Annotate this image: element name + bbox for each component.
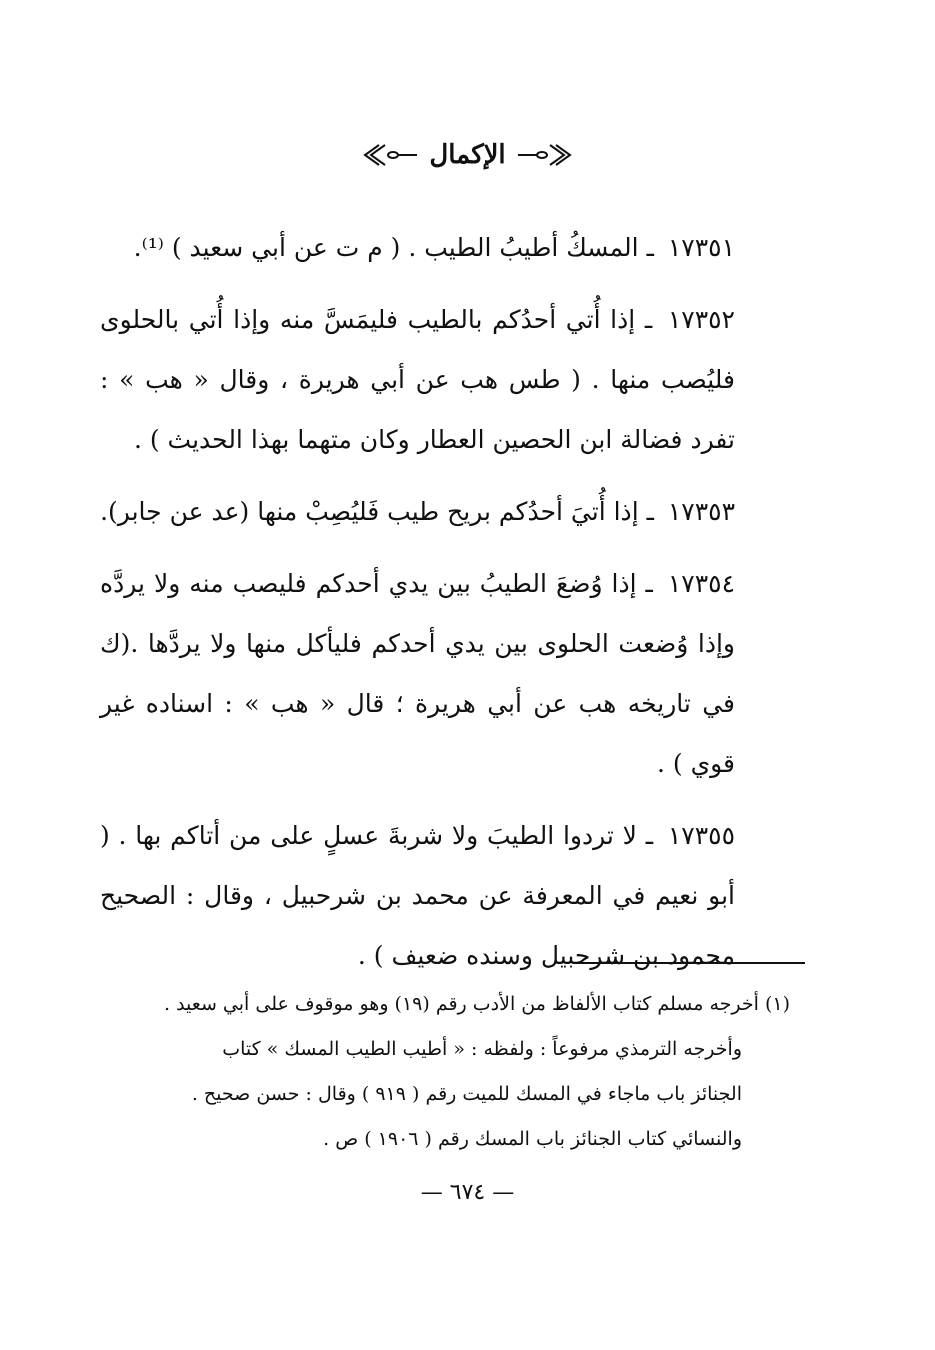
footnote	[120, 982, 790, 1162]
entry-number: ١٧٣٥٤	[667, 569, 736, 598]
entry-text: ـ لا تردوا الطيبَ ولا شربةَ عسلٍ على من أتاكم بها . ( أبو نعيم في المعرفة عن محمد بن شرحبيل ، وقال : الصحيح محمود بن شرحبيل وسنده ضعيف ) .	[100, 821, 735, 970]
hadith-entry	[100, 806, 735, 986]
hadith-entry	[100, 482, 735, 542]
page-header	[0, 140, 935, 170]
hadith-entry	[100, 290, 735, 470]
floral-ornament-icon	[516, 141, 576, 169]
main-text	[100, 218, 735, 998]
footnote-divider	[575, 962, 805, 964]
footnote-line: والنسائي كتاب الجنائز باب المسك رقم ( ١٩٠٦ ) ص .	[323, 1128, 742, 1150]
page-number: — ٦٧٤ —	[420, 1180, 515, 1205]
hadith-entry	[100, 218, 735, 278]
footnote-line: الجنائز باب ماجاء في المسك للميت رقم ( ٩١٩ ) وقال : حسن صحيح .	[191, 1083, 742, 1105]
entry-number: ١٧٣٥٣	[667, 497, 735, 526]
entry-text: ـ المسكُ أطيبُ الطيب . ( م ت عن أبي سعيد ) ⁽¹⁾.	[133, 233, 654, 262]
entry-text: ـ إذا وُضعَ الطيبُ بين يدي أحدكم فليصب منه ولا يردَّه وإذا وُضعت الحلوى بين يدي أحدكم فليأكل منها ولا يردَّها .(ك في تاريخه هب عن أبي هريرة ؛ قال « هب » : اسناده غير قوي ) .	[100, 569, 735, 778]
hadith-entry	[100, 554, 735, 794]
floral-ornament-icon	[359, 141, 419, 169]
entry-number: ١٧٣٥٢	[667, 305, 735, 334]
entry-text: ـ إذا أُتي أحدُكم بالطيب فليمَسَّ منه وإذا أُتي بالحلوى فليُصب منها . ( طس هب عن أبي هريرة ، وقال « هب » : تفرد فضالة ابن الحصين العطار وكان متهما بهذا الحديث ) .	[100, 305, 735, 454]
footnote-line: وأخرجه الترمذي مرفوعاً : ولفظه : « أطيب الطيب المسك » كتاب	[222, 1038, 742, 1060]
page-title: الإكمال	[429, 140, 506, 170]
entry-number: ١٧٣٥٥	[667, 821, 735, 850]
entry-text: ـ إذا أُتيَ أحدُكم بريح طيب فَليُصِبْ منها (عد عن جابر).	[100, 497, 654, 526]
entry-number: ١٧٣٥١	[667, 233, 735, 262]
footnote-line: (١) أخرجه مسلم كتاب الألفاظ من الأدب رقم (١٩) وهو موقوف على أبي سعيد .	[164, 993, 790, 1015]
